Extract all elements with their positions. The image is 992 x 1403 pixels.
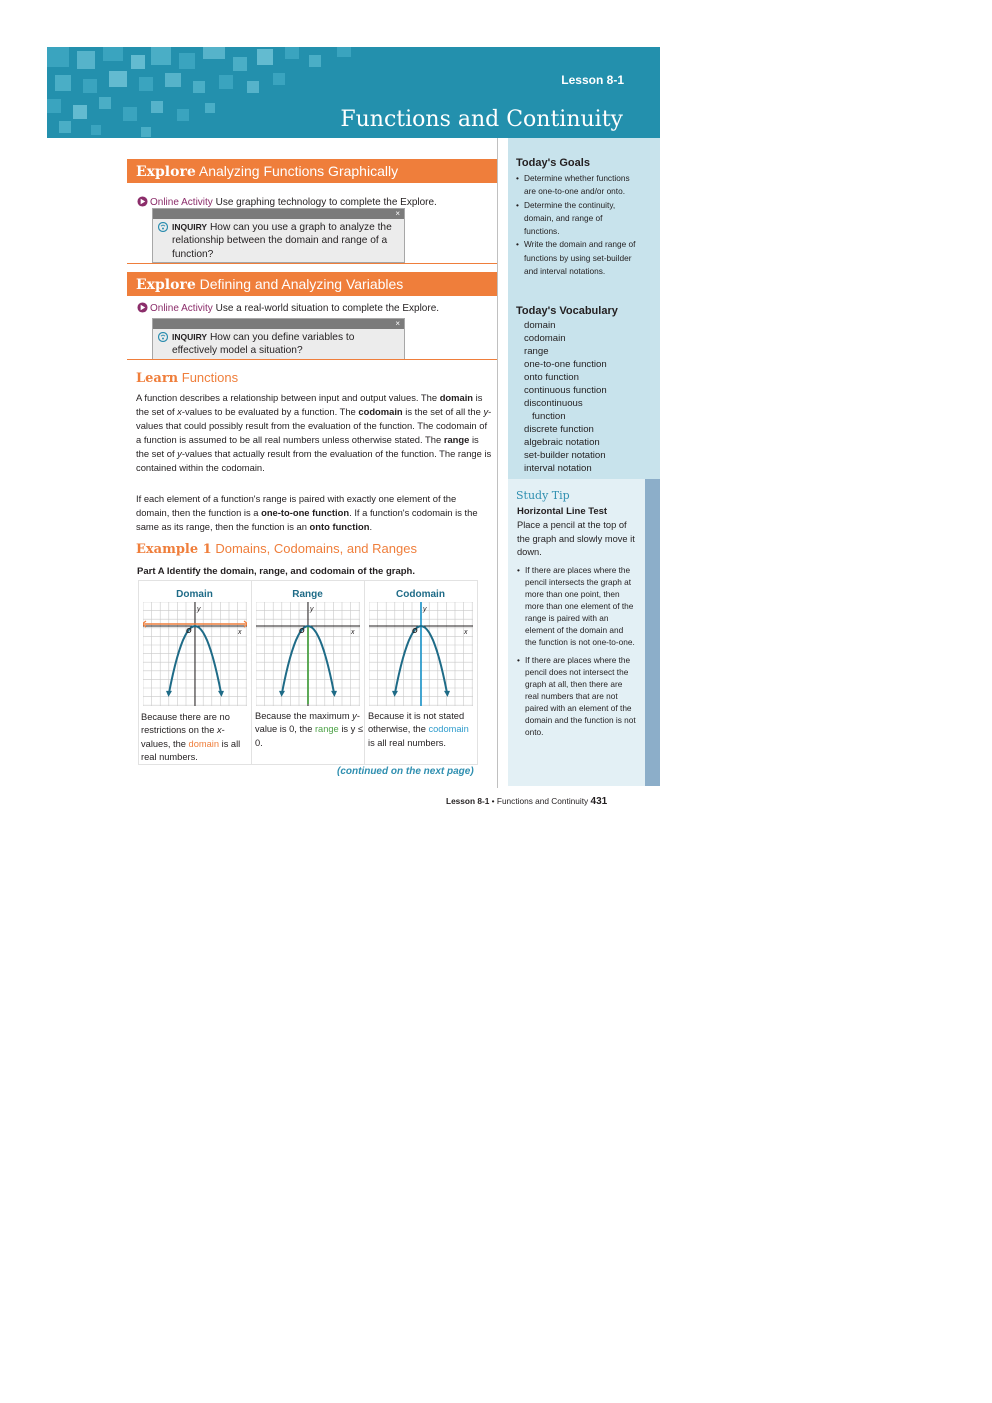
study-tip-subtitle: Horizontal Line Test [517, 506, 608, 517]
vocab-item[interactable]: codomain [524, 333, 566, 344]
explore-keyword: Explore [136, 277, 196, 293]
explore-heading-1 [127, 159, 497, 183]
footer-title: Functions and Continuity [496, 796, 589, 806]
text-run: Because it is not stated otherwise, the [368, 711, 465, 735]
var-y: y [177, 448, 182, 459]
learn-keyword: Learn [136, 371, 179, 386]
learn-paragraph-1 [136, 391, 492, 475]
goal-item: • Write the domain and range of functions by using set-builder and interval notations. [516, 238, 640, 278]
text-run: -values, the [141, 725, 225, 749]
learn-heading [136, 370, 238, 386]
online-activity-text: Use a real-world situation to complete the Explore. [215, 303, 440, 314]
curve-arrow [392, 691, 398, 697]
continued-note: (continued on the next page) [337, 766, 474, 777]
section-rule [127, 263, 497, 264]
footer-lesson: Lesson 8-1 [446, 796, 490, 806]
study-tip-title: Study Tip [516, 489, 570, 502]
vocab-item[interactable]: discrete function [524, 424, 594, 435]
vocab-list [524, 319, 644, 475]
graph-title-codomain: Codomain [396, 589, 445, 600]
text-run: If each element of a function's range is paired with exactly one element of the domain, then the function is a [136, 493, 457, 518]
text-run: -value is 0, the [255, 711, 360, 735]
close-icon[interactable]: × [395, 319, 400, 328]
online-activity-text: Use graphing technology to complete the Explore. [215, 197, 437, 208]
vocab-item[interactable]: set-builder notation [524, 450, 606, 461]
vocab-item[interactable]: continuous function [524, 385, 607, 396]
online-activity-row-2 [137, 302, 439, 314]
example-heading [136, 541, 417, 557]
x-axis-label: x [351, 629, 355, 636]
graph-codomain [369, 602, 473, 708]
inquiry-icon [158, 332, 168, 342]
term-codomain: codomain [358, 406, 403, 417]
var-x: x [177, 406, 182, 417]
y-axis-label: y [423, 606, 427, 613]
origin-label: O [412, 628, 418, 635]
term-range: range [314, 724, 339, 735]
vocab-item[interactable]: onto function [524, 372, 579, 383]
study-tip-bullet: • If there are places where the pencil intersects the graph at more than one point, then more than one element of the range is paired with an element of the domain and the function is not one-to-one. [517, 564, 637, 648]
sidebar-accent-strip [645, 479, 660, 786]
text-run: is y ≤ 0. [255, 724, 363, 748]
text-run: Because there are no restrictions on the [141, 712, 230, 736]
text-run: . [369, 521, 373, 532]
vocab-item[interactable]: function [532, 411, 566, 422]
var-y: y [352, 711, 357, 721]
curve-arrow [279, 691, 285, 697]
online-activity-link[interactable]: Online Activity [150, 197, 213, 208]
column-divider [497, 138, 498, 788]
text-run: -values that could possibly result from the evaluation of the function. The codomain of a function is assumed to be all real numbers unless otherwise stated. The [136, 406, 492, 445]
graph-range [256, 602, 360, 708]
graph-caption-codomain [368, 710, 476, 750]
text-run: is all real numbers. [368, 737, 447, 748]
text-run: -values that actually result from the evaluation of the function. The range is contained within the codomain. [136, 448, 492, 473]
vocab-item[interactable]: range [524, 346, 549, 357]
text-run: A function describes a relationship between input and output values. The [136, 392, 440, 403]
term-domain: domain [439, 392, 474, 403]
term-domain: domain [188, 738, 220, 749]
study-tip-bullet: • If there are places where the pencil does not intersect the graph at all, then there are real numbers that are not paired with an element of the domain and the function is not onto. [517, 654, 637, 738]
goal-item: • Determine whether functions are one-to-one and/or onto. [516, 172, 640, 199]
graph-title-range: Range [292, 589, 323, 600]
inquiry-box-2 [152, 318, 405, 360]
explore-title: Analyzing Functions Graphically [198, 163, 399, 179]
goals-list [516, 172, 640, 278]
lesson-label: Lesson 8-1 [561, 73, 624, 87]
section-rule [127, 359, 497, 360]
inquiry-label: INQUIRY [172, 222, 208, 232]
x-axis-label: x [464, 629, 468, 636]
vocab-item[interactable]: one-to-one function [524, 359, 607, 370]
example-keyword: Example 1 [136, 542, 212, 557]
text-run: Because the maximum [255, 711, 353, 721]
curve-arrow [218, 691, 224, 697]
term-range: range [443, 434, 470, 445]
online-activity-icon [137, 302, 148, 313]
origin-label: O [299, 628, 305, 635]
close-icon[interactable]: × [395, 209, 400, 218]
page-title: Functions and Continuity [340, 107, 623, 132]
study-tip-bullets [517, 564, 637, 744]
inquiry-text: How can you use a graph to analyze the relationship between the domain and range of a function? [172, 222, 392, 260]
online-activity-row-1 [137, 196, 437, 208]
x-axis-label: x [238, 629, 242, 636]
var-y: y [483, 406, 489, 417]
explore-title: Defining and Analyzing Variables [199, 276, 404, 292]
example-title: Domains, Codomains, and Ranges [215, 541, 417, 556]
graph-divider [251, 580, 252, 765]
vocab-item[interactable]: algebraic notation [524, 437, 600, 448]
online-activity-icon [137, 196, 148, 207]
graph-caption-domain [141, 711, 251, 765]
learn-title: Functions [181, 370, 239, 385]
learn-paragraph-2 [136, 492, 492, 534]
vocab-item[interactable]: discontinuous [524, 398, 583, 409]
term-one-to-one: one-to-one function [261, 507, 350, 518]
graph-caption-range [255, 710, 367, 750]
graph-title-domain: Domain [176, 589, 213, 600]
curve-arrow [331, 691, 337, 697]
var-x: x [216, 725, 222, 736]
origin-label: O [186, 628, 192, 635]
term-onto: onto function [309, 521, 370, 532]
lesson-header-banner [47, 47, 660, 138]
vocab-item[interactable]: interval notation [524, 463, 592, 474]
inquiry-label: INQUIRY [172, 332, 208, 342]
curve-arrow [166, 691, 172, 697]
text-run: is the set of [136, 434, 479, 459]
inquiry-text: How can you define variables to effectively model a situation? [172, 332, 355, 357]
y-axis-label: y [197, 606, 201, 613]
footer-separator: • [489, 796, 497, 806]
inquiry-icon [158, 222, 168, 232]
y-axis-label: y [310, 606, 314, 613]
text-run: . If a function's codomain is the same as its range, then the function is an [136, 507, 478, 532]
page-number: 431 [590, 796, 608, 807]
online-activity-link[interactable]: Online Activity [150, 303, 213, 314]
vocab-item[interactable]: domain [524, 320, 556, 331]
goal-item: • Determine the continuity, domain, and range of functions. [516, 199, 640, 239]
page-footer [446, 796, 607, 807]
explore-heading-2 [127, 272, 497, 296]
text-run: -values to be evaluated by a function. The [181, 406, 359, 417]
explore-keyword: Explore [136, 164, 196, 180]
text-run: is all real numbers. [141, 738, 241, 763]
curve-arrow [444, 691, 450, 697]
text-run: is the set of [136, 392, 483, 417]
text-run: is the set of all the [402, 406, 484, 417]
term-codomain: codomain [428, 724, 469, 735]
goals-title: Today's Goals [516, 157, 590, 169]
inquiry-box-1 [152, 208, 405, 263]
graph-domain [143, 602, 247, 708]
study-tip-intro: Place a pencil at the top of the graph and slowly move it down. [517, 520, 635, 557]
part-a-prompt: Part A Identify the domain, range, and codomain of the graph. [137, 566, 415, 577]
vocab-title: Today's Vocabulary [516, 305, 618, 317]
